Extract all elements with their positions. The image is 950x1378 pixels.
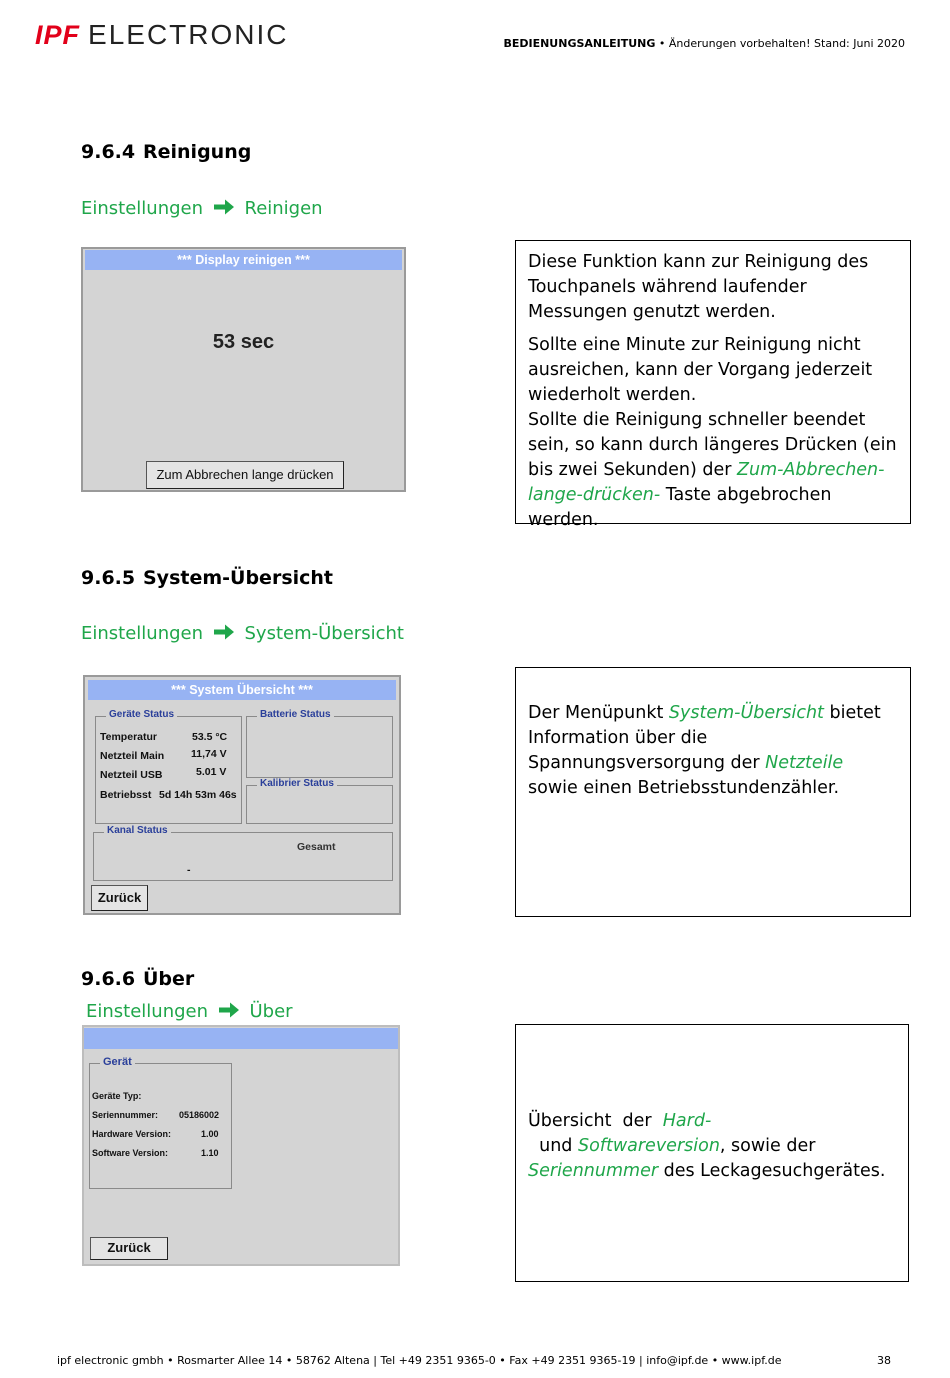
channel-status-group	[93, 825, 393, 881]
text-fragment: Taste abgebrochen werden.	[528, 485, 832, 530]
footer-contact: ipf electronic gmbh • Rosmarter Allee 14 • 58762 Altena | Tel +49 2351 9365-0 • Fax +49 2351 9365-19 | info@ipf.de • www.ipf.de	[57, 1354, 782, 1367]
calibration-status-group	[246, 778, 393, 824]
nav-path-system-uebersicht	[81, 623, 404, 644]
countdown-display: 53 sec	[212, 331, 275, 353]
group-label: Batterie Status	[257, 709, 334, 720]
group-label: Geräte Status	[106, 709, 177, 720]
device-status-group	[95, 709, 242, 824]
nav-from: Einstellungen	[81, 198, 204, 219]
row-label: Betriebsst	[100, 789, 152, 801]
highlight-term: Netzteile	[765, 753, 844, 773]
arrow-right-icon	[218, 1001, 240, 1019]
text-fragment: , sowie der	[719, 1136, 816, 1156]
channel-total-label: Gesamt	[297, 841, 336, 853]
cancel-long-press-button[interactable]: Zum Abbrechen lange drücken	[146, 461, 344, 489]
row-label: Software Version:	[92, 1148, 169, 1158]
section-number: 9.6.5	[81, 567, 136, 589]
nav-from: Einstellungen	[81, 623, 204, 644]
logo-text: ELECTRONIC	[88, 19, 289, 50]
highlight-term: Zum-Abbrechen-lange-drücken-	[528, 460, 885, 505]
text-fragment: bietet Information über die Spannungsversorgung der	[528, 703, 881, 773]
nav-to: Reinigen	[244, 198, 323, 219]
arrow-right-icon	[213, 198, 235, 216]
section-title: System-Übersicht	[143, 567, 334, 589]
row-value: 1.10	[201, 1148, 219, 1158]
group-label: Kanal Status	[104, 825, 171, 836]
back-button[interactable]: Zurück	[90, 1237, 168, 1260]
row-value: 5d 14h 53m 46s	[159, 789, 237, 801]
highlight-term: System-Übersicht	[668, 703, 824, 723]
section-number: 9.6.6	[81, 968, 136, 990]
nav-path-ueber	[86, 1001, 293, 1022]
doc-note: • Änderungen vorbehalten! Stand: Juni 2020	[655, 37, 905, 50]
description-box-system-uebersicht	[515, 667, 911, 917]
company-logo	[35, 20, 288, 50]
row-label: Geräte Typ:	[92, 1091, 142, 1101]
text-fragment: und	[528, 1136, 578, 1156]
paragraph: Diese Funktion kann zur Reinigung des Touchpanels während laufender Messungen genutzt werden.	[528, 252, 869, 322]
text-fragment: Sollte die Reinigung schneller beendet sein, so kann durch längeres Drücken (ein bis zwei Sekunden) der	[528, 410, 897, 480]
row-label: Netzteil Main	[100, 750, 165, 762]
row-label: Temperatur	[100, 731, 157, 743]
description-box-reinigung	[515, 240, 911, 530]
highlight-term: Seriennummer	[528, 1161, 659, 1181]
group-label: Kalibrier Status	[257, 778, 337, 789]
screen-title: *** System Übersicht ***	[88, 680, 396, 700]
device-info-group	[89, 1056, 232, 1189]
row-value: 11,74 V	[191, 748, 227, 760]
row-value: 53.5 °C	[192, 731, 228, 743]
text-fragment: des Leckagesuchgerätes.	[658, 1161, 886, 1181]
doc-type: BEDIENUNGSANLEITUNG	[503, 37, 656, 50]
about-screen	[82, 1025, 400, 1266]
screen-title-bar	[84, 1028, 398, 1049]
nav-to: System-Übersicht	[244, 623, 404, 644]
channel-dash: -	[187, 864, 191, 876]
nav-path-reinigung	[81, 198, 323, 219]
section-heading-reinigung	[81, 141, 251, 163]
highlight-term: Hard-	[662, 1111, 712, 1131]
section-heading-system-uebersicht	[81, 567, 333, 589]
clean-display-screen	[81, 247, 406, 492]
screen-title: *** Display reinigen ***	[85, 250, 402, 270]
paragraph	[528, 408, 898, 533]
row-value: 1.00	[201, 1129, 219, 1139]
page-number: 38	[877, 1354, 891, 1367]
section-title: Über	[143, 968, 195, 990]
nav-to: Über	[249, 1001, 293, 1022]
nav-from: Einstellungen	[86, 1001, 209, 1022]
section-number: 9.6.4	[81, 141, 136, 163]
battery-status-group	[246, 709, 393, 778]
system-overview-screen	[83, 675, 401, 915]
section-heading-ueber	[81, 968, 194, 990]
description-box-ueber	[515, 1024, 909, 1282]
section-title: Reinigung	[143, 141, 252, 163]
arrow-right-icon	[213, 623, 235, 641]
highlight-term: Softwareversion	[577, 1136, 720, 1156]
text-fragment: Übersicht der	[528, 1111, 663, 1131]
text-fragment: sowie einen Betriebsstundenzähler.	[528, 778, 840, 798]
row-label: Seriennummer:	[92, 1110, 159, 1120]
back-button[interactable]: Zurück	[91, 885, 148, 911]
paragraph: Sollte eine Minute zur Reinigung nicht ausreichen, kann der Vorgang jederzeit wiederholt werden.	[528, 335, 873, 405]
text-fragment: Der Menüpunkt	[528, 703, 669, 723]
row-label: Netzteil USB	[100, 769, 163, 781]
logo-brand: IPF	[35, 19, 81, 50]
row-label: Hardware Version:	[92, 1129, 172, 1139]
paragraph	[528, 701, 898, 801]
paragraph	[528, 1109, 896, 1184]
document-header	[503, 37, 905, 50]
group-label: Gerät	[100, 1056, 135, 1068]
row-value: 05186002	[179, 1110, 220, 1120]
row-value: 5.01 V	[196, 766, 227, 778]
